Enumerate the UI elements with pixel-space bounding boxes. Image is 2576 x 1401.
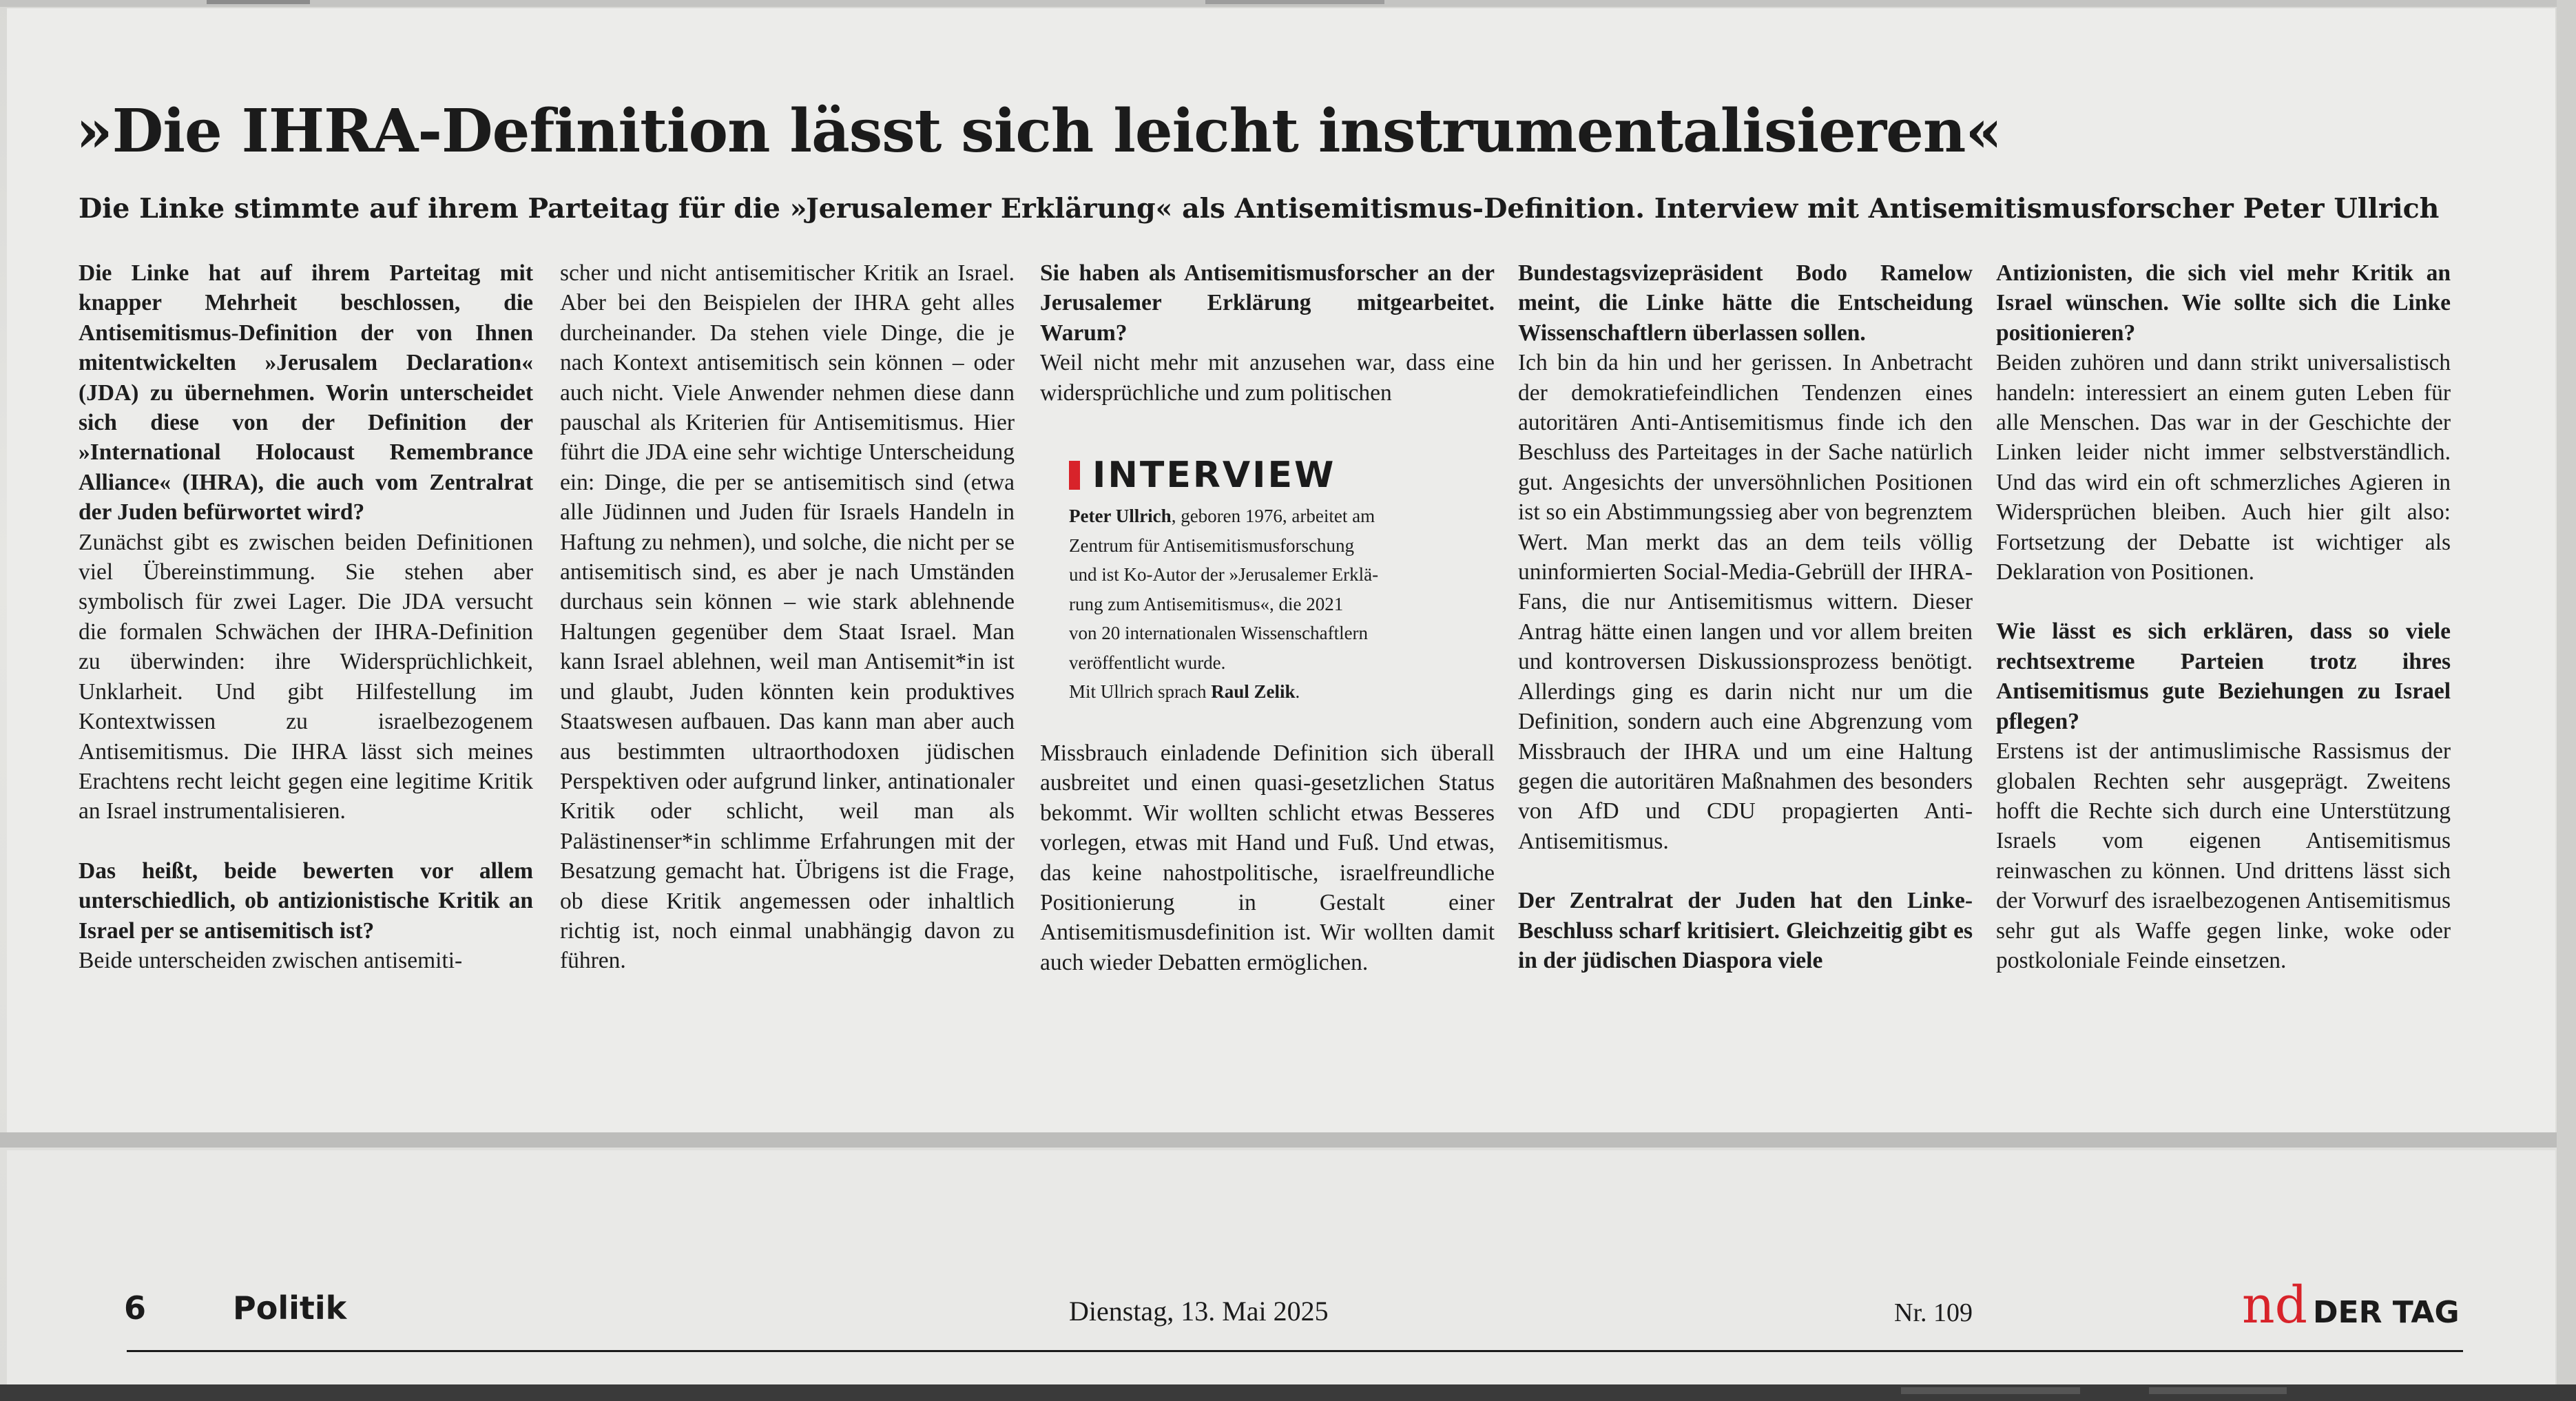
interview-answer: Erstens ist der antimuslimische Rassismus der globalen Rechten sehr ausgeprägt. Zweitens hofft die Rechte sich durch eine Unterstützung Israels vom eigenen Antisemitismus reinwaschen zu können. Und drittens lässt sich der Vorwurf des israelbezogenen Antisemitismus sehr gut als Waffe gegen linke, woke oder postkoloniale Feinde einsetzen.: [1996, 738, 2451, 973]
interview-question: Das heißt, beide bewerten vor allem unterschiedlich, ob antizionistische Kritik an Israel per se antisemitisch ist?: [79, 858, 533, 944]
interview-answer: Ich bin da hin und her gerissen. In Anbetracht der demokratiefeindlichen Tendenzen eines autoritären Anti-Antisemitismus finde ich den Beschluss des Parteitages in der Sache natürlich gut. Angesichts der unversöhnlichen Positionen ist so ein Abstimmungssieg aber von begrenztem Wert. Man merkt das an dem teils völlig uninformierten Social-Media-Gebrüll der IHRA-Fans, die nur Antisemitismus wittern. Dieser Antrag hätte einen langen und vor allem breiten und kontroversen Diskussionsprozess benötigt. Allerdings ging es darin nicht nur um die Definition, sondern auch eine Abgrenzung vom Missbrauch der IHRA und um eine Haltung gegen die autoritären Maßnahmen des besonders von AfD und CDU propagierten Anti-Antisemitismus.: [1518, 350, 1973, 854]
issue-date: Dienstag, 13. Mai 2025: [1069, 1296, 1329, 1327]
section-name: Politik: [233, 1289, 347, 1327]
infobox-person-name: Peter Ullrich: [1069, 506, 1172, 526]
article-column-4: [1518, 258, 1973, 1030]
infobox-line: veröffentlicht wurde.: [1069, 652, 1226, 673]
article-column-1: [79, 258, 533, 1030]
publication-logo: [2242, 1276, 2460, 1335]
interview-infobox: [1069, 455, 1455, 707]
interview-answer: Weil nicht mehr mit anzusehen war, dass eine widersprüchliche und zum politischen: [1040, 350, 1495, 406]
credit-prefix: Mit Ullrich sprach: [1069, 681, 1212, 702]
infobox-line: Zentrum für Antisemitismusforschung: [1069, 535, 1354, 556]
issue-number: Nr. 109: [1894, 1298, 1973, 1327]
interview-question: Bundestagsvizepräsident Bodo Ramelow meint, die Linke hätte die Entscheidung Wissenschaftlern überlassen sollen.: [1518, 260, 1973, 346]
page-number: 6: [124, 1289, 147, 1327]
toolbar-handle[interactable]: [207, 0, 310, 4]
infobox-label-text: INTERVIEW: [1092, 455, 1336, 496]
interview-answer: Beide unterscheiden zwischen antisemiti-: [79, 947, 463, 973]
interview-answer: Missbrauch einladende Definition sich überall ausbreitet und einen quasi-gesetzlichen Status bekommt. Wir wollten schlicht etwas Besseres vorlegen, etwas mit Hand und Fuß. Und etwas, das keine nahostpolitische, israelfreundliche Positionierung in Gestalt einer Antisemitismusdefinition ist. Wir wollten damit auch wieder Debatten ermöglichen.: [1040, 740, 1495, 975]
infobox-text: [1069, 501, 1455, 707]
interview-question: Sie haben als Antisemitismusforscher an der Jerusalemer Erklärung mitgearbeitet. Warum?: [1040, 260, 1495, 346]
infobox-line: , geboren 1976, arbeitet am: [1171, 506, 1375, 526]
article-subheadline: Die Linke stimmte auf ihrem Parteitag für die »Jerusalemer Erklärung« als Antisemitismus-Definition. Interview mit Antisemitismusforscher Peter Ullrich: [79, 193, 2440, 225]
interview-question: Der Zentralrat der Juden hat den Linke-Beschluss scharf kritisiert. Gleichzeitig gibt es in der jüdischen Diaspora viele: [1518, 888, 1973, 973]
article-column-2: [560, 258, 1015, 1030]
interview-answer: Zunächst gibt es zwischen beiden Definitionen viel Übereinstimmung. Sie stehen aber symbolisch für zwei Lager. Die JDA versucht die formalen Schwächen der IHRA-Definition zu überwinden: ihre Widersprüchlichkeit, Unklarheit. Und gibt Hilfestellung im Kontextwissen zu israelbezogenem Antisemitismus. Die IHRA lässt sich meines Erachtens recht leicht gegen eine legitime Kritik an Israel instrumentalisieren.: [79, 529, 533, 824]
article-column-5: [1996, 258, 2451, 1030]
logo-nd: nd: [2242, 1276, 2308, 1335]
viewer-bottom-edge: [0, 1384, 2576, 1401]
interview-answer: scher und nicht antisemitischer Kritik an Israel. Aber bei den Beispielen der IHRA geht alles durcheinander. Da stehen viele Dinge, die je nach Kontext antisemitisch sein können – oder auch nicht. Viele Anwender nehmen diese dann pauschal als Kriterien für Antisemitismus. Hier führt die JDA eine sehr wichtige Unterscheidung ein: Dinge, die per se antisemitisch sind (etwa alle Jüdinnen und Juden für Israels Handeln in Haftung zu nehmen), und solche, die nicht per se antisemitisch sind, es aber je nach Umständen durchaus sein können – wie stark ablehnende Haltungen gegenüber dem Staat Israel. Man kann Israel ablehnen, weil man Antisemit*in ist und glaubt, Juden könnten kein produktives Staatswesen aufbauen. Das kann man aber auch aus bestimmten ultraorthodoxen jüdischen Perspektiven oder aufgrund linker, antinationaler Kritik oder schlicht, weil man als Palästinenser*in schlimme Erfahrungen mit der Besatzung gemacht hat. Übrigens ist die Frage, ob diese Kritik angemessen oder inhaltlich richtig ist, noch einmal unabhängig davon zu führen.: [560, 260, 1015, 974]
infobox-line: rung zum Antisemitismus«, die 2021: [1069, 593, 1344, 614]
interview-question: Antizionisten, die sich viel mehr Kritik an Israel wünschen. Wie sollte sich die Linke positionieren?: [1996, 260, 2451, 346]
interview-answer: Beiden zuhören und dann strikt universalistisch handeln: interessiert an einem guten Leben für alle Menschen. Das war in der Geschichte der Linken leider nicht immer selbstverständlich. Und das wird ein oft schmerzliches Agieren in Widersprüchen bleiben. Auch hier gilt also: Fortsetzung der Debatte ist wichtiger als Deklaration von Positionen.: [1996, 350, 2451, 585]
toolbar-handle[interactable]: [1205, 0, 1384, 4]
credit-author: Raul Zelik: [1211, 681, 1296, 702]
interview-question: Die Linke hat auf ihrem Parteitag mit knapper Mehrheit beschlossen, die Antisemitismus-Definition der von Ihnen mitentwickelten »Jerusalem Declaration« (JDA) zu übernehmen. Worin unterscheidet sich diese von der Definition der »International Holocaust Remembrance Alliance« (IHRA), die auch vom Zentralrat der Juden befürwortet wird?: [79, 260, 533, 526]
toolbar-handle: [1901, 1387, 2080, 1394]
interview-question: Wie lässt es sich erklären, dass so viele rechtsextreme Parteien trotz ihres Antisemitismus gute Beziehungen zu Israel pflegen?: [1996, 619, 2451, 734]
logo-der-tag: DER TAG: [2313, 1295, 2460, 1330]
infobox-credit: [1069, 677, 1455, 707]
infobox-line: und ist Ko-Autor der »Jerusalemer Erklä-: [1069, 564, 1379, 585]
viewer-right-edge: [2557, 0, 2576, 1401]
toolbar-handle: [2149, 1387, 2287, 1394]
newspaper-page-footer: [7, 1150, 2555, 1384]
footer-rule: [127, 1350, 2463, 1352]
red-bar-icon: [1069, 461, 1080, 490]
page-separator: [0, 1132, 2576, 1148]
infobox-line: von 20 internationalen Wissenschaftlern: [1069, 623, 1369, 643]
infobox-label: [1069, 455, 1455, 496]
article-headline: »Die IHRA-Definition lässt sich leicht instrumentalisieren«: [76, 96, 2002, 166]
credit-suffix: .: [1295, 681, 1300, 702]
viewer-top-bar: [0, 0, 2576, 7]
